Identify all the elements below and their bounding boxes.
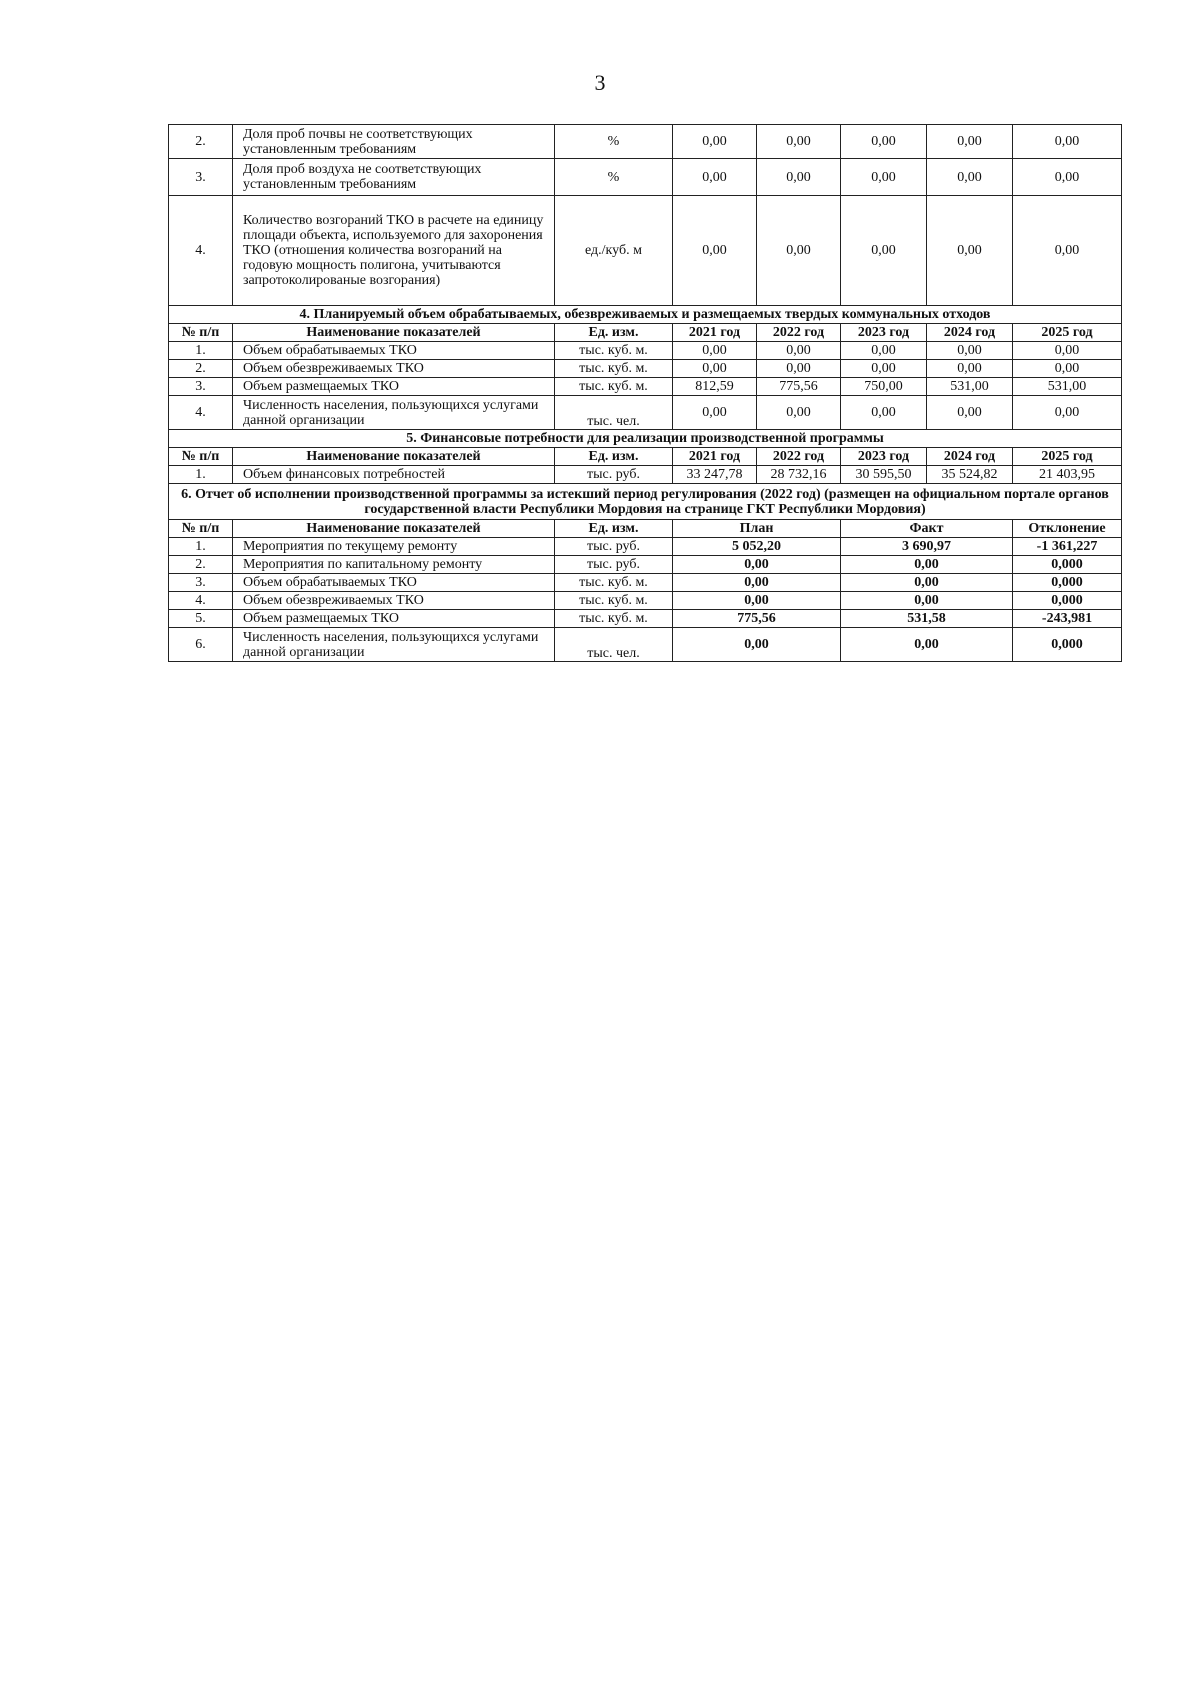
table-row: [169, 378, 1122, 396]
table-row: [169, 342, 1122, 360]
value-cell: 33 247,78: [673, 466, 757, 484]
plan-cell: 0,00: [673, 628, 841, 662]
header-year: 2025 год: [1013, 448, 1122, 466]
header-fact: Факт: [841, 520, 1013, 538]
value-cell: 0,00: [673, 196, 757, 306]
table-row: [169, 125, 1122, 159]
indicator-name: Объем обрабатываемых ТКО: [233, 574, 555, 592]
header-year: 2025 год: [1013, 324, 1122, 342]
unit-cell: тыс. куб. м.: [555, 378, 673, 396]
row-number: 1.: [169, 538, 233, 556]
header-year: 2021 год: [673, 448, 757, 466]
unit-cell: %: [555, 125, 673, 159]
header-row: [169, 448, 1122, 466]
value-cell: 0,00: [1013, 196, 1122, 306]
value-cell: 0,00: [927, 360, 1013, 378]
indicator-name: Численность населения, пользующихся услугами данной организации: [233, 396, 555, 430]
deviation-cell: -243,981: [1013, 610, 1122, 628]
deviation-cell: 0,000: [1013, 574, 1122, 592]
indicator-name: Объем обрабатываемых ТКО: [233, 342, 555, 360]
unit-cell: тыс. руб.: [555, 538, 673, 556]
fact-cell: 0,00: [841, 556, 1013, 574]
value-cell: 0,00: [757, 159, 841, 196]
value-cell: 750,00: [841, 378, 927, 396]
value-cell: 35 524,82: [927, 466, 1013, 484]
table-row: [169, 466, 1122, 484]
table-row: [169, 159, 1122, 196]
section-title-row: [169, 430, 1122, 448]
indicator-name: Объем обезвреживаемых ТКО: [233, 592, 555, 610]
row-number: 2.: [169, 125, 233, 159]
indicator-name: Мероприятия по капитальному ремонту: [233, 556, 555, 574]
header-row: [169, 324, 1122, 342]
header-year: 2022 год: [757, 324, 841, 342]
deviation-cell: -1 361,227: [1013, 538, 1122, 556]
table-row: [169, 592, 1122, 610]
value-cell: 0,00: [841, 159, 927, 196]
header-deviation: Отклонение: [1013, 520, 1122, 538]
value-cell: 0,00: [673, 125, 757, 159]
header-row: [169, 520, 1122, 538]
fact-cell: 0,00: [841, 628, 1013, 662]
value-cell: 0,00: [927, 159, 1013, 196]
table-row: [169, 196, 1122, 306]
unit-cell: ед./куб. м: [555, 196, 673, 306]
value-cell: 0,00: [841, 125, 927, 159]
table-row: [169, 360, 1122, 378]
value-cell: 0,00: [927, 396, 1013, 430]
indicator-name: Численность населения, пользующихся услугами данной организации: [233, 628, 555, 662]
fact-cell: 531,58: [841, 610, 1013, 628]
value-cell: 0,00: [841, 396, 927, 430]
program-table: [168, 124, 1122, 662]
value-cell: 0,00: [673, 159, 757, 196]
indicator-name: Количество возгораний ТКО в расчете на единицу площади объекта, используемого для захоронения ТКО (отношения количества возгораний на годовую мощность полигона, учитываются запротоколированые возгорания): [233, 196, 555, 306]
deviation-cell: 0,000: [1013, 592, 1122, 610]
plan-cell: 0,00: [673, 556, 841, 574]
header-year: 2024 год: [927, 448, 1013, 466]
row-number: 3.: [169, 159, 233, 196]
table-row: [169, 610, 1122, 628]
value-cell: 0,00: [927, 342, 1013, 360]
row-number: 6.: [169, 628, 233, 662]
unit-cell: тыс. руб.: [555, 556, 673, 574]
value-cell: 531,00: [927, 378, 1013, 396]
unit-cell: тыс. куб. м.: [555, 360, 673, 378]
section-4-title: 4. Планируемый объем обрабатываемых, обезвреживаемых и размещаемых твердых коммунальных отходов: [169, 306, 1122, 324]
value-cell: 28 732,16: [757, 466, 841, 484]
fact-cell: 3 690,97: [841, 538, 1013, 556]
value-cell: 30 595,50: [841, 466, 927, 484]
table-row: [169, 556, 1122, 574]
page-number: 3: [594, 70, 606, 95]
value-cell: 0,00: [1013, 342, 1122, 360]
plan-cell: 5 052,20: [673, 538, 841, 556]
row-number: 3.: [169, 378, 233, 396]
table-row: [169, 396, 1122, 430]
value-cell: 0,00: [757, 196, 841, 306]
header-year: 2022 год: [757, 448, 841, 466]
value-cell: 0,00: [1013, 159, 1122, 196]
unit-cell: тыс. куб. м.: [555, 592, 673, 610]
row-number: 1.: [169, 466, 233, 484]
plan-cell: 0,00: [673, 592, 841, 610]
header-name: Наименование показателей: [233, 520, 555, 538]
header-unit: Ед. изм.: [555, 520, 673, 538]
unit-cell: тыс. чел.: [555, 628, 673, 662]
indicator-name: Доля проб воздуха не соответствующих установленным требованиям: [233, 159, 555, 196]
value-cell: 0,00: [841, 342, 927, 360]
row-number: 1.: [169, 342, 233, 360]
row-number: 4.: [169, 196, 233, 306]
value-cell: 0,00: [927, 196, 1013, 306]
section-6-title: 6. Отчет об исполнении производственной программы за истекший период регулирования (2022 год) (размещен на официальном портале органов государственной власти Республики Мордовия на странице ГКТ Республики Мордовия): [169, 484, 1122, 520]
row-number: 4.: [169, 396, 233, 430]
value-cell: 0,00: [927, 125, 1013, 159]
deviation-cell: 0,000: [1013, 628, 1122, 662]
unit-cell: тыс. куб. м.: [555, 610, 673, 628]
fact-cell: 0,00: [841, 592, 1013, 610]
plan-cell: 0,00: [673, 574, 841, 592]
header-year: 2023 год: [841, 324, 927, 342]
value-cell: 0,00: [757, 396, 841, 430]
value-cell: 0,00: [673, 360, 757, 378]
row-number: 3.: [169, 574, 233, 592]
plan-cell: 775,56: [673, 610, 841, 628]
header-plan: План: [673, 520, 841, 538]
value-cell: 0,00: [841, 196, 927, 306]
value-cell: 812,59: [673, 378, 757, 396]
unit-cell: тыс. чел.: [555, 396, 673, 430]
indicator-name: Доля проб почвы не соответствующих установленным требованиям: [233, 125, 555, 159]
header-year: 2023 год: [841, 448, 927, 466]
header-year: 2024 год: [927, 324, 1013, 342]
row-number: 2.: [169, 556, 233, 574]
header-name: Наименование показателей: [233, 324, 555, 342]
value-cell: 0,00: [673, 396, 757, 430]
header-unit: Ед. изм.: [555, 448, 673, 466]
unit-cell: тыс. куб. м.: [555, 574, 673, 592]
indicator-name: Мероприятия по текущему ремонту: [233, 538, 555, 556]
value-cell: 531,00: [1013, 378, 1122, 396]
row-number: 2.: [169, 360, 233, 378]
indicator-name: Объем размещаемых ТКО: [233, 378, 555, 396]
value-cell: 0,00: [1013, 396, 1122, 430]
section-title-row: [169, 484, 1122, 520]
table-row: [169, 574, 1122, 592]
section-title-row: [169, 306, 1122, 324]
fact-cell: 0,00: [841, 574, 1013, 592]
header-num: № п/п: [169, 448, 233, 466]
value-cell: 775,56: [757, 378, 841, 396]
header-unit: Ед. изм.: [555, 324, 673, 342]
table-row: [169, 628, 1122, 662]
value-cell: 0,00: [841, 360, 927, 378]
section-5-title: 5. Финансовые потребности для реализации производственной программы: [169, 430, 1122, 448]
indicator-name: Объем обезвреживаемых ТКО: [233, 360, 555, 378]
header-num: № п/п: [169, 324, 233, 342]
value-cell: 0,00: [1013, 360, 1122, 378]
row-number: 5.: [169, 610, 233, 628]
indicator-name: Объем финансовых потребностей: [233, 466, 555, 484]
row-number: 4.: [169, 592, 233, 610]
value-cell: 21 403,95: [1013, 466, 1122, 484]
value-cell: 0,00: [757, 360, 841, 378]
table-row: [169, 538, 1122, 556]
header-num: № п/п: [169, 520, 233, 538]
deviation-cell: 0,000: [1013, 556, 1122, 574]
value-cell: 0,00: [757, 125, 841, 159]
unit-cell: %: [555, 159, 673, 196]
header-year: 2021 год: [673, 324, 757, 342]
value-cell: 0,00: [673, 342, 757, 360]
value-cell: 0,00: [757, 342, 841, 360]
header-name: Наименование показателей: [233, 448, 555, 466]
unit-cell: тыс. куб. м.: [555, 342, 673, 360]
indicator-name: Объем размещаемых ТКО: [233, 610, 555, 628]
value-cell: 0,00: [1013, 125, 1122, 159]
unit-cell: тыс. руб.: [555, 466, 673, 484]
